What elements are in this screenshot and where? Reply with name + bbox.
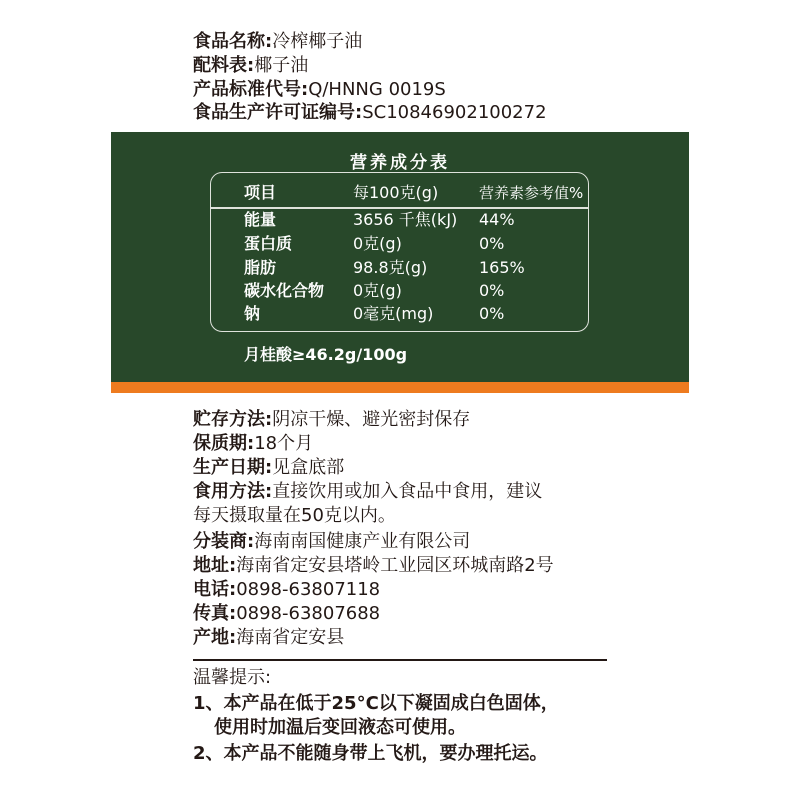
nutrition-header-nrv: 营养素参考值% (479, 184, 584, 202)
ingredients-label: 配料表: (193, 55, 255, 76)
origin-label: 产地: (193, 627, 237, 648)
tip-line-2: 使用时加温后变回液态可使用。 (214, 717, 466, 738)
product-name-row (193, 30, 362, 54)
license-row (193, 101, 547, 125)
origin-row (193, 626, 344, 650)
nutrition-item-energy: 能量 (244, 210, 277, 229)
shelf-life-value: 18个月 (254, 433, 314, 454)
ingredients-value: 椰子油 (254, 55, 309, 76)
license-label: 食品生产许可证编号: (193, 102, 363, 123)
standard-code-row (193, 78, 446, 102)
storage-row (193, 408, 470, 432)
usage-row (193, 480, 542, 504)
shelf-life-row (193, 432, 313, 456)
fax-value: 0898-63807688 (236, 603, 381, 624)
nutrition-amount-fat: 98.8克(g) (353, 258, 428, 277)
fax-row (193, 602, 380, 626)
nutrition-header-item: 项目 (244, 183, 277, 202)
usage-label: 食用方法: (193, 481, 273, 502)
phone-value: 0898-63807118 (236, 579, 381, 600)
production-date-row (193, 456, 344, 480)
tip-line-1: 1、本产品在低于25°C以下凝固成白色固体， (193, 693, 559, 714)
nutrition-header-amount: 每100克(g) (353, 183, 439, 202)
phone-label: 电话: (193, 579, 237, 600)
address-label: 地址: (193, 555, 237, 576)
distributor-label: 分装商: (193, 531, 255, 552)
nutrition-amount-carbs: 0克(g) (353, 281, 402, 300)
storage-label: 贮存方法: (193, 409, 273, 430)
production-date-label: 生产日期: (193, 457, 273, 478)
nutrition-item-protein: 蛋白质 (244, 234, 293, 253)
production-date-value: 见盒底部 (272, 457, 345, 478)
nutrition-amount-energy: 3656 千焦(kJ) (353, 210, 458, 229)
tips-title: 温馨提示: (193, 667, 272, 688)
distributor-value: 海南南国健康产业有限公司 (254, 531, 471, 552)
tips-divider (193, 659, 607, 661)
shelf-life-label: 保质期: (193, 433, 255, 454)
standard-code-value: Q/HNNG 0019S (308, 79, 446, 100)
nutrition-nrv-sodium: 0% (479, 304, 505, 323)
nutrition-title: 营养成分表 (350, 153, 450, 173)
distributor-row (193, 530, 470, 554)
product-name-value: 冷榨椰子油 (272, 31, 363, 52)
nutrition-nrv-protein: 0% (479, 234, 505, 253)
fax-label: 传真: (193, 603, 237, 624)
nutrition-amount-sodium: 0毫克(mg) (353, 304, 434, 323)
storage-value: 阴凉干燥、避光密封保存 (272, 409, 471, 430)
address-value: 海南省定安县塔岭工业园区环城南路2号 (236, 555, 554, 576)
nutrition-nrv-energy: 44% (479, 210, 515, 229)
nutrition-amount-protein: 0克(g) (353, 234, 402, 253)
nutrition-item-carbs: 碳水化合物 (244, 281, 325, 300)
tip-line-3: 2、本产品不能随身带上飞机，要办理托运。 (193, 743, 548, 764)
address-row (193, 554, 554, 578)
nutrition-item-sodium: 钠 (244, 304, 261, 323)
usage-value: 直接饮用或加入食品中食用，建议 (272, 481, 543, 502)
phone-row (193, 578, 380, 602)
license-value: SC10846902100272 (362, 102, 547, 123)
ingredients-row (193, 54, 308, 78)
product-name-label: 食品名称: (193, 31, 273, 52)
orange-stripe (111, 382, 689, 393)
usage-row-continued (193, 504, 396, 528)
usage-value-continued: 每天摄取量在50克以内。 (193, 505, 396, 526)
lauric-acid-note: 月桂酸≥46.2g/100g (244, 345, 408, 364)
standard-code-label: 产品标准代号: (193, 79, 309, 100)
origin-value: 海南省定安县 (236, 627, 345, 648)
nutrition-nrv-fat: 165% (479, 258, 525, 277)
nutrition-item-fat: 脂肪 (244, 258, 277, 277)
nutrition-nrv-carbs: 0% (479, 281, 505, 300)
